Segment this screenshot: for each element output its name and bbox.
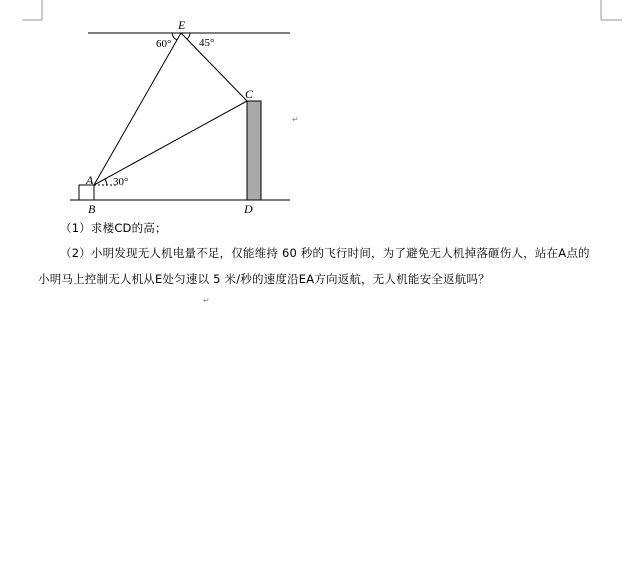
angle-arc-e-left bbox=[172, 33, 177, 40]
paragraph-mark: ↵ bbox=[292, 115, 299, 124]
angle-arc-a bbox=[105, 179, 107, 185]
label-d: D bbox=[244, 202, 253, 216]
label-a: A bbox=[86, 173, 94, 187]
line-ea bbox=[94, 33, 181, 185]
angle-label-a: 30° bbox=[113, 176, 129, 188]
question-1: （1）求楼CD的高； bbox=[60, 221, 167, 235]
angle-arc-e-right bbox=[187, 33, 190, 39]
angle-label-e-right: 45° bbox=[199, 37, 215, 49]
label-e: E bbox=[178, 18, 186, 32]
line-ac bbox=[94, 101, 247, 185]
label-c: C bbox=[245, 87, 254, 101]
question-2-line-1: （2）小明发现无人机电量不足，仅能维持 60 秒的飞行时间，为了避免无人机掉落砸伤人，站在A点的 bbox=[60, 246, 590, 260]
geometry-figure bbox=[0, 0, 625, 230]
observer-box bbox=[79, 185, 94, 200]
angle-label-e-left: 60° bbox=[156, 38, 172, 50]
building-cd bbox=[247, 101, 261, 200]
label-b: B bbox=[88, 202, 96, 216]
paragraph-mark: ↵ bbox=[203, 296, 210, 305]
question-2-line-2: 小明马上控制无人机从E处匀速以 5 米/秒的速度沿EA方向返航，无人机能安全返航吗？ bbox=[38, 272, 490, 286]
